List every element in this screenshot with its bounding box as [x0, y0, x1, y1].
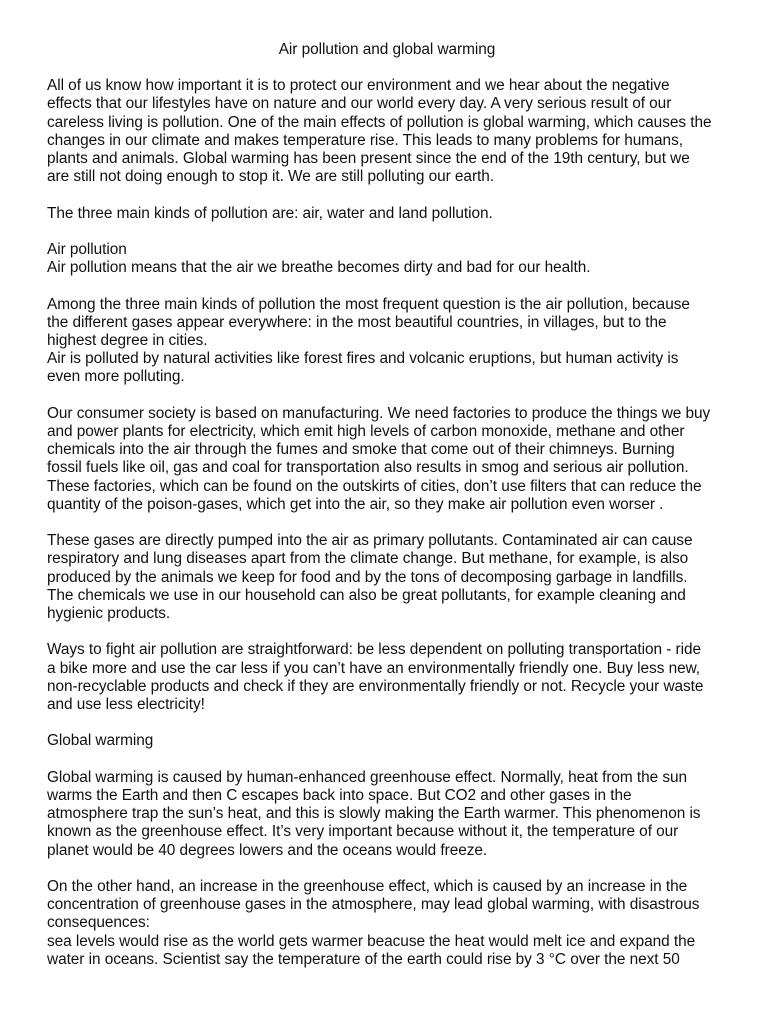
text-line: planet would be 40 degrees lowers and the oceans would freeze.: [47, 841, 488, 859]
text-line: produced by the animals we keep for food and by the tons of decomposing garbage in landfills.: [47, 568, 688, 586]
text-line: even more polluting.: [47, 368, 185, 386]
text-line: Our consumer society is based on manufacturing. We need factories to produce the things we buy: [47, 404, 711, 422]
text-line: Air pollution means that the air we breathe becomes dirty and bad for our health.: [47, 259, 591, 277]
text-line: All of us know how important it is to protect our environment and we hear about the negative: [47, 77, 670, 95]
other-hand-paragraph: [47, 878, 727, 969]
text-line: and use less electricity!: [47, 696, 205, 714]
text-line: the different gases appear everywhere: in the most beautiful countries, in villages, but to the: [47, 313, 667, 331]
intro-paragraph: [47, 77, 727, 186]
text-line: The chemicals we use in our household can also be great pollutants, for example cleaning and: [47, 586, 686, 604]
text-line: atmosphere trap the sun’s heat, and this is slowly making the Earth warmer. This phenomenon is: [47, 805, 701, 823]
text-line: On the other hand, an increase in the greenhouse effect, which is caused by an increase in the: [47, 878, 688, 895]
text-line: chemicals into the air through the fumes and smoke that come out of their chimneys. Burning: [47, 441, 675, 459]
air-frequent-paragraph: [47, 296, 727, 387]
text-line: fossil fuels like oil, gas and coal for transportation also results in smog and serious air pollution.: [47, 459, 689, 477]
text-line: a bike more and use the car less if you can’t have an environmentally friendly one. Buy less new,: [47, 659, 701, 677]
text-line: consequences:: [47, 914, 150, 932]
gases-paragraph: [47, 532, 727, 623]
text-line: Global warming is caused by human-enhanced greenhouse effect. Normally, heat from the sun: [47, 768, 688, 786]
document-body: [47, 41, 727, 987]
document-title: Air pollution and global warming: [278, 41, 496, 58]
text-line: The three main kinds of pollution are: air, water and land pollution.: [47, 204, 493, 222]
text-line: changes in our climate and makes temperature rise. This leads to many problems for humans,: [47, 131, 683, 149]
text-line: water in oceans. Scientist say the temperature of the earth could rise by 3 °C over the next 50: [47, 950, 680, 968]
text-line: These gases are directly pumped into the air as primary pollutants. Contaminated air can cause: [47, 532, 693, 550]
text-line: These factories, which can be found on the outskirts of cities, don’t use filters that can reduce the: [47, 477, 702, 495]
text-line: effects that our lifestyles have on nature and our world every day. A very serious result of our: [47, 95, 672, 113]
text-line: Air is polluted by natural activities like forest fires and volcanic eruptions, but human activity is: [47, 350, 679, 368]
text-line: sea levels would rise as the world gets warmer beacuse the heat would melt ice and expand the: [47, 932, 696, 950]
text-line: known as the greenhouse effect. It’s very important because without it, the temperature of our: [47, 823, 679, 841]
ways-paragraph: [47, 641, 727, 714]
air-pollution-section: [47, 241, 727, 277]
text-line: concentration of greenhouse gases in the atmosphere, may lead global warming, with disastrous: [47, 896, 700, 914]
gw-cause-paragraph: [47, 769, 727, 860]
text-line: quantity of the poison-gases, which get into the air, so they make air pollution even worser .: [47, 495, 664, 513]
text-line: warms the Earth and then C escapes back into space. But CO2 and other gases in the: [47, 787, 632, 804]
consumer-paragraph: [47, 405, 727, 514]
section-heading-global-warming: Global warming: [47, 732, 154, 750]
text-line: respiratory and lung diseases apart from the climate change. But methane, for example, is also: [47, 550, 689, 568]
text-line: careless living is pollution. One of the main effects of pollution is global warming, which causes the: [47, 113, 712, 131]
text-line: plants and animals. Global warming has been present since the end of the 19th century, but we: [47, 150, 690, 168]
text-line: highest degree in cities.: [47, 332, 208, 349]
text-line: Ways to fight air pollution are straightforward: be less dependent on polluting transportation - ride: [47, 641, 701, 659]
text-line: Among the three main kinds of pollution the most frequent question is the air pollution, because: [47, 295, 690, 313]
text-line: hygienic products.: [47, 605, 171, 623]
text-line: are still not doing enough to stop it. We are still polluting our earth.: [47, 168, 494, 186]
global-warming-heading-block: [47, 732, 727, 750]
text-line: non-recyclable products and check if they are environmentally friendly or not. Recycle your waste: [47, 677, 704, 695]
kinds-paragraph: [47, 205, 727, 223]
section-heading-air-pollution: Air pollution: [47, 241, 127, 258]
text-line: and power plants for electricity, which emit high levels of carbon monoxide, methane and other: [47, 423, 685, 440]
